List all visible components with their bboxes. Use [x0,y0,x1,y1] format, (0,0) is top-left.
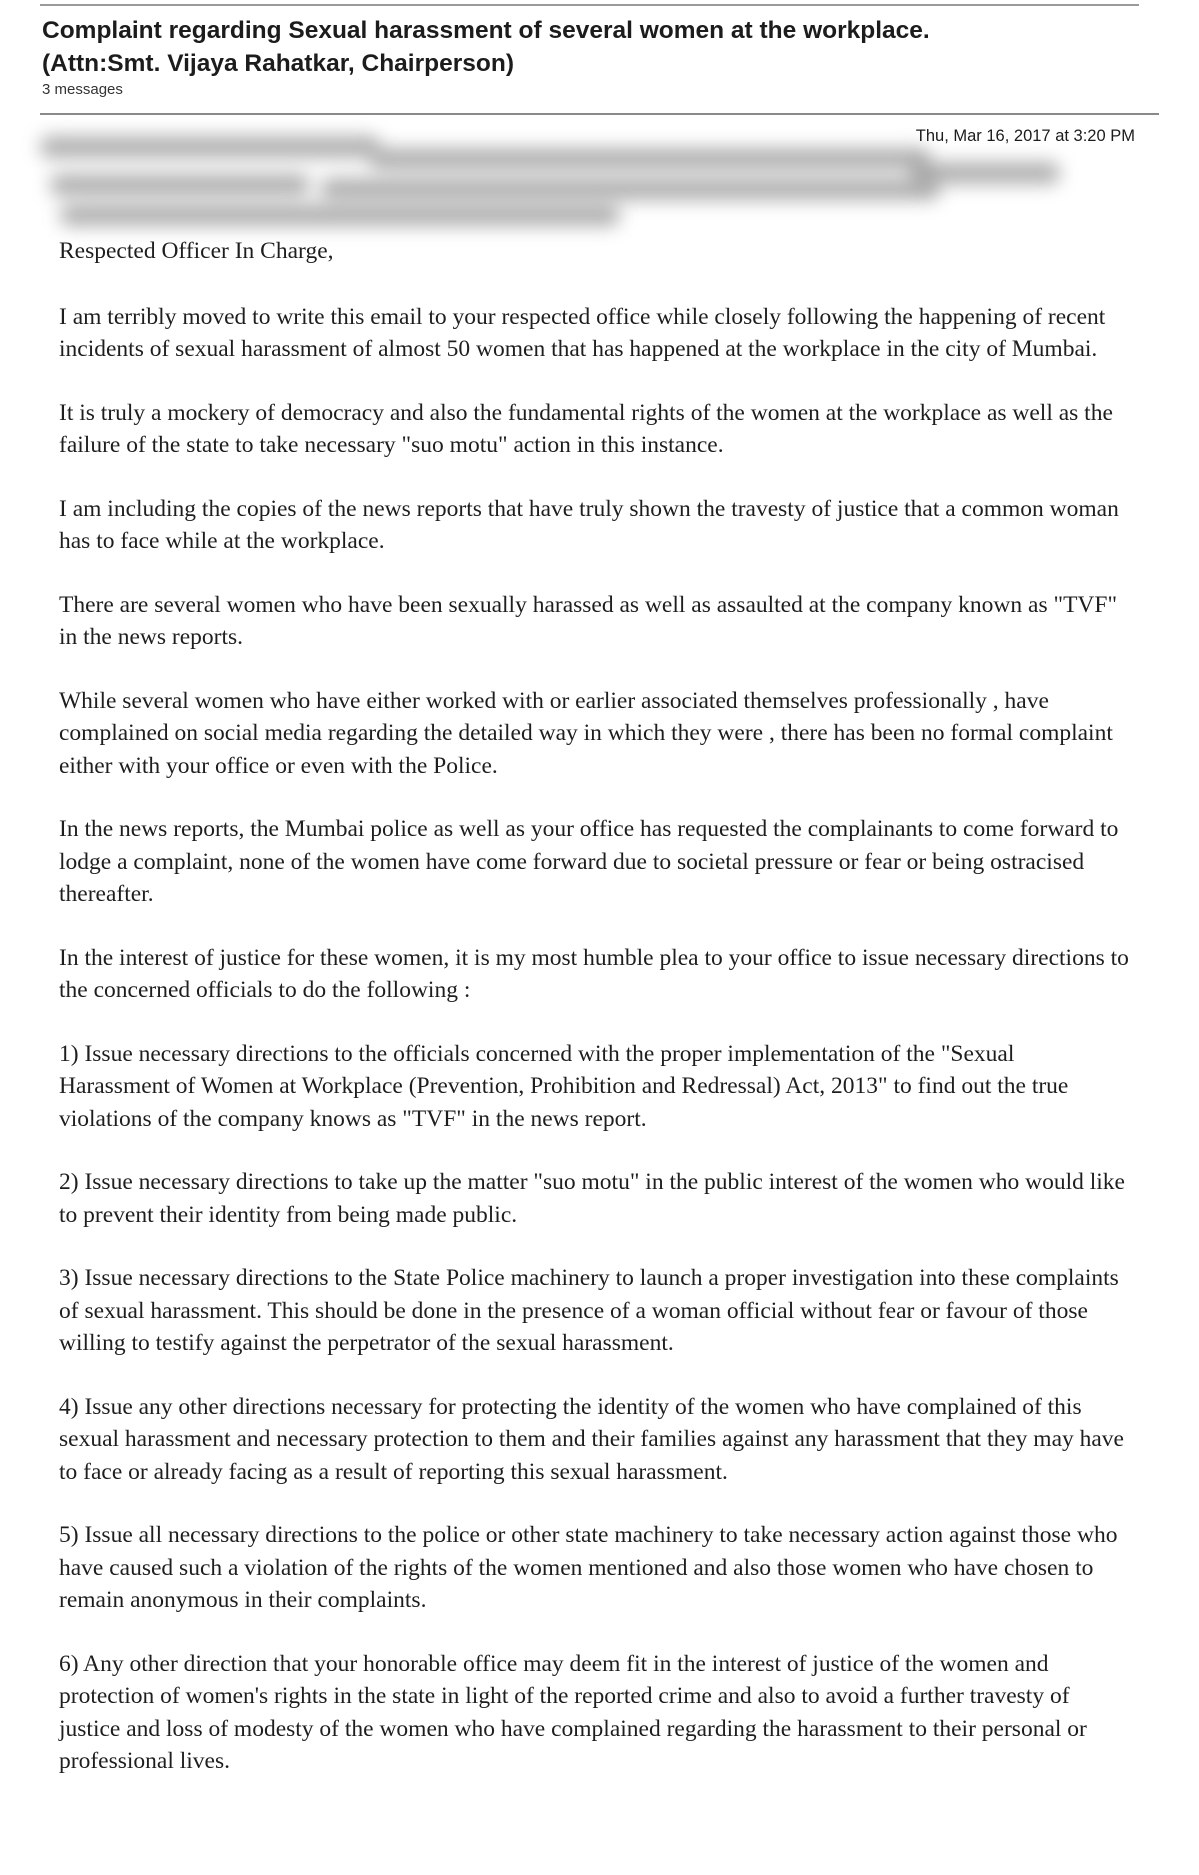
email-greeting: Respected Officer In Charge, [59,238,334,264]
list-item-5: 5) Issue all necessary directions to the police or other state machinery to take necessary action against those who have caused such a violation of the rights of the women mentioned and also those women who have chosen to remain anonymous in their complaints. [59,1522,1118,1613]
list-item-1: 1) Issue necessary directions to the officials concerned with the proper implementation of the "Sexual Harassment of Women at Workplace (Prevention, Prohibition and Redressal) Act, 2013" to find out the true violations of the company knows as "TVF" in the news report. [59,1040,1069,1132]
body-paragraph: It is truly a mockery of democracy and also the fundamental rights of the women at the workplace as well as the failure of the state to take necessary "suo motu" action in this instance. [59,399,1113,458]
list-item-3: 3) Issue necessary directions to the State Police machinery to launch a proper investigation into these complaints of sexual harassment. This should be done in the presence of a woman official without fear or favour of those willing to testify against the perpetrator of the sexual harassment. [59,1265,1119,1356]
list-item-4: 4) Issue any other directions necessary for protecting the identity of the women who have complained of this sexual harassment and necessary protection to them and their families against any harassment that they may have to face or already facing as a result of reporting this sexual harassment. [59,1393,1124,1485]
list-item-6: 6) Any other direction that your honorable office may deem fit in the interest of justice of the women and protection of women's rights in the state in light of the reported crime and also to avoid a further travesty of justice and loss of modesty of the women who have complained regarding the harassment to their personal or professional lives. [59,1650,1087,1774]
message-count: 3 messages [42,81,123,98]
body-paragraph: I am terribly moved to write this email to your respected office while closely following the happening of recent incidents of sexual harassment of almost 50 women that has happened at the workplace in the city of Mumbai. [59,303,1106,362]
header-divider [40,113,1159,115]
email-subject [42,14,1142,80]
email-body [59,235,1129,1809]
body-paragraph: There are several women who have been sexually harassed as well as assaulted at the company known as "TVF" in the news reports. [59,591,1118,650]
top-divider [40,4,1139,6]
subject-line-2: (Attn:Smt. Vijaya Rahatkar, Chairperson) [42,50,514,77]
body-paragraph: In the news reports, the Mumbai police as well as your office has requested the complainants to come forward to lodge a complaint, none of the women have come forward due to societal pressure or fear or being ostracised thereafter. [59,816,1119,907]
list-item-2: 2) Issue necessary directions to take up the matter "suo motu" in the public interest of the women who would like to prevent their identity from being made public. [59,1169,1125,1228]
email-timestamp: Thu, Mar 16, 2017 at 3:20 PM [915,127,1135,145]
body-paragraph: While several women who have either worked with or earlier associated themselves professionally , have complained on social media regarding the detailed way in which they were , there has been no formal complaint either with your office or even with the Police. [59,687,1113,779]
body-paragraph: I am including the copies of the news reports that have truly shown the travesty of justice that a common woman has to face while at the workplace. [59,495,1119,554]
body-paragraph: In the interest of justice for these women, it is my most humble plea to your office to issue necessary directions to the concerned officials to do the following : [59,944,1129,1003]
subject-line-1: Complaint regarding Sexual harassment of several women at the workplace. [42,17,930,44]
email-header [42,14,1142,100]
